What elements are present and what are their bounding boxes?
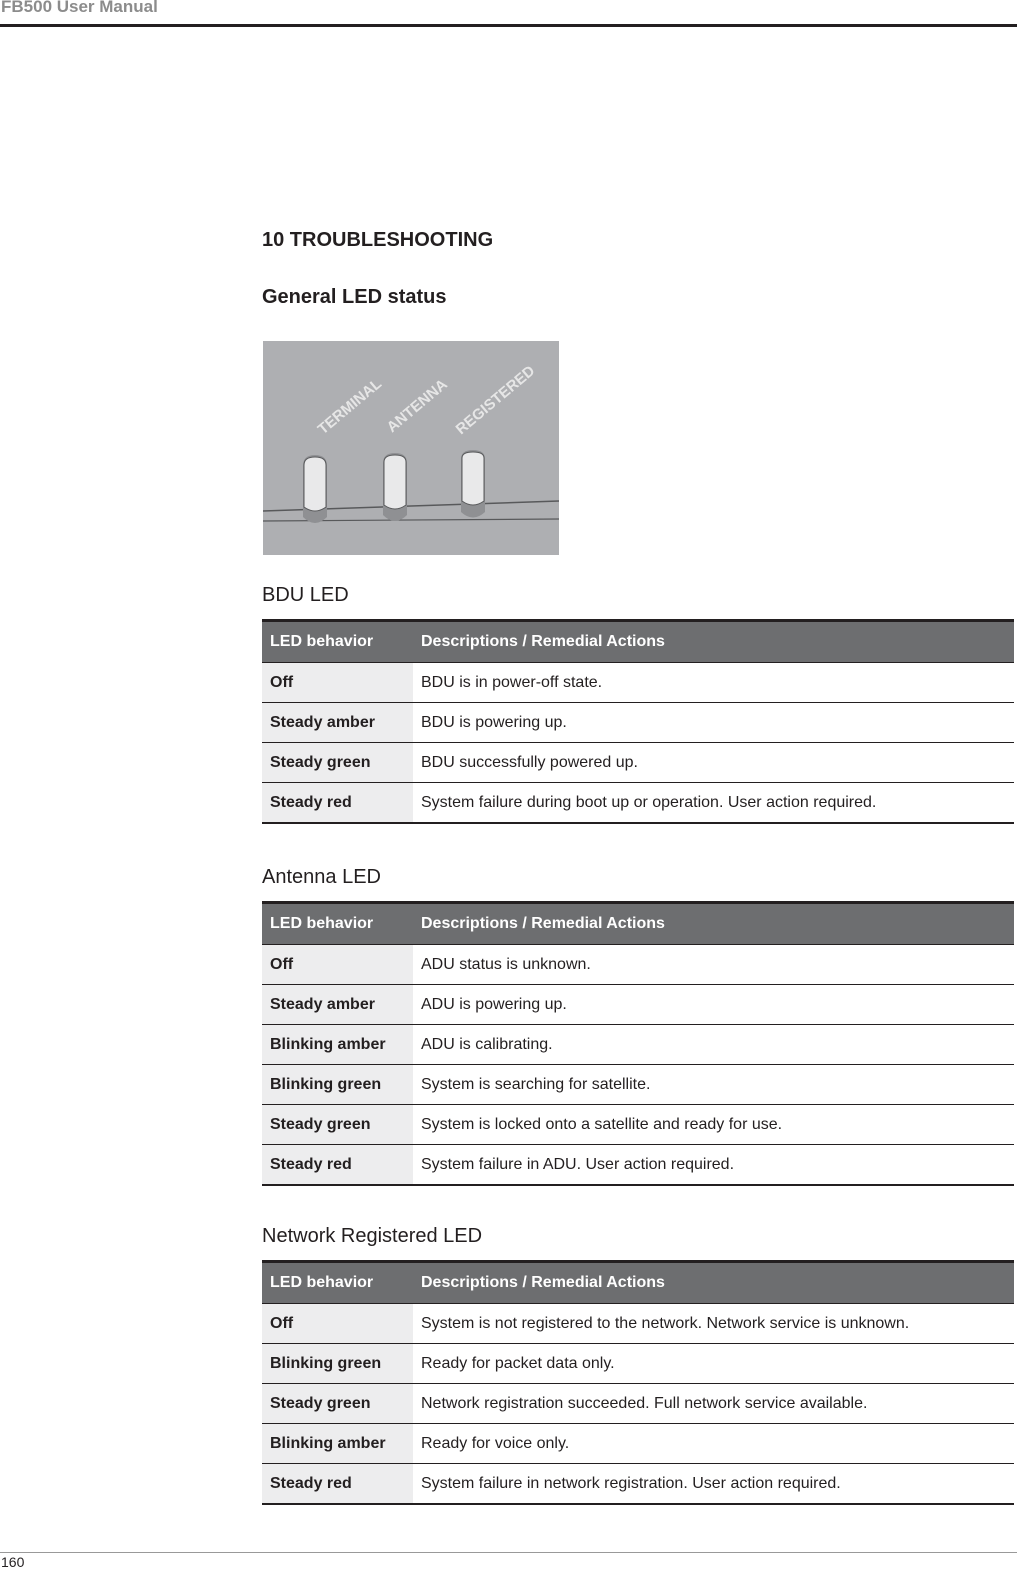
led-behavior-cell: Steady amber xyxy=(262,703,413,743)
led-behavior-cell: Blinking green xyxy=(262,1344,413,1384)
table-row xyxy=(262,1065,1014,1105)
table-row xyxy=(262,945,1014,985)
description-cell: System is searching for satellite. xyxy=(413,1065,1014,1105)
table-row xyxy=(262,663,1014,703)
led-behavior-cell: Off xyxy=(262,663,413,703)
description-cell: Ready for packet data only. xyxy=(413,1344,1014,1384)
terminal-label: TERMINAL xyxy=(314,375,385,439)
description-cell: System is not registered to the network. Network service is unknown. xyxy=(413,1304,1014,1344)
description-cell: System failure during boot up or operation. User action required. xyxy=(413,783,1014,824)
chapter-title: 10 TROUBLESHOOTING xyxy=(262,229,494,251)
table-row xyxy=(262,1145,1014,1186)
section-title: General LED status xyxy=(262,286,447,308)
table-header-row xyxy=(262,621,1014,663)
led-behavior-cell: Steady red xyxy=(262,783,413,824)
manual-title: FB500 User Manual xyxy=(1,0,158,16)
table-row xyxy=(262,1424,1014,1464)
led-behavior-cell: Steady green xyxy=(262,743,413,783)
table-row xyxy=(262,703,1014,743)
table-row xyxy=(262,1344,1014,1384)
registered-led xyxy=(461,450,485,518)
description-cell: ADU is calibrating. xyxy=(413,1025,1014,1065)
description-cell: Ready for voice only. xyxy=(413,1424,1014,1464)
table-header-row xyxy=(262,1262,1014,1304)
table-row xyxy=(262,1384,1014,1424)
led-behavior-cell: Blinking green xyxy=(262,1065,413,1105)
description-cell: BDU successfully powered up. xyxy=(413,743,1014,783)
description-cell: BDU is powering up. xyxy=(413,703,1014,743)
bdu-led-title: BDU LED xyxy=(262,584,349,606)
running-header xyxy=(0,0,1017,27)
registered-label: REGISTERED xyxy=(452,362,539,439)
column-header-led-behavior: LED behavior xyxy=(262,1262,413,1304)
antenna-led-table xyxy=(262,901,1014,1186)
terminal-led xyxy=(303,455,327,523)
table-row xyxy=(262,1105,1014,1145)
table-row xyxy=(262,783,1014,824)
page-number: 160 xyxy=(1,1554,25,1570)
network-registered-led-title: Network Registered LED xyxy=(262,1225,483,1247)
led-behavior-cell: Steady red xyxy=(262,1145,413,1186)
table-row xyxy=(262,743,1014,783)
led-behavior-cell: Steady green xyxy=(262,1105,413,1145)
description-cell: System is locked onto a satellite and ready for use. xyxy=(413,1105,1014,1145)
antenna-label: ANTENNA xyxy=(383,375,451,437)
column-header-led-behavior: LED behavior xyxy=(262,903,413,945)
led-behavior-cell: Off xyxy=(262,1304,413,1344)
network-registered-led-table xyxy=(262,1260,1014,1505)
table-row xyxy=(262,1025,1014,1065)
column-header-descriptions: Descriptions / Remedial Actions xyxy=(413,903,1014,945)
antenna-led xyxy=(383,453,407,521)
led-panel-figure xyxy=(263,341,559,555)
description-cell: System failure in network registration. User action required. xyxy=(413,1464,1014,1505)
table-row xyxy=(262,1304,1014,1344)
led-behavior-cell: Steady green xyxy=(262,1384,413,1424)
footer-rule xyxy=(0,1552,1017,1553)
led-behavior-cell: Blinking amber xyxy=(262,1424,413,1464)
led-behavior-cell: Off xyxy=(262,945,413,985)
led-behavior-cell: Steady red xyxy=(262,1464,413,1505)
column-header-descriptions: Descriptions / Remedial Actions xyxy=(413,1262,1014,1304)
description-cell: ADU status is unknown. xyxy=(413,945,1014,985)
antenna-led-title: Antenna LED xyxy=(262,866,381,888)
bdu-led-table xyxy=(262,619,1014,824)
description-cell: BDU is in power-off state. xyxy=(413,663,1014,703)
table-row xyxy=(262,1464,1014,1505)
led-behavior-cell: Blinking amber xyxy=(262,1025,413,1065)
led-behavior-cell: Steady amber xyxy=(262,985,413,1025)
description-cell: ADU is powering up. xyxy=(413,985,1014,1025)
description-cell: Network registration succeeded. Full network service available. xyxy=(413,1384,1014,1424)
column-header-led-behavior: LED behavior xyxy=(262,621,413,663)
column-header-descriptions: Descriptions / Remedial Actions xyxy=(413,621,1014,663)
table-row xyxy=(262,985,1014,1025)
table-header-row xyxy=(262,903,1014,945)
description-cell: System failure in ADU. User action required. xyxy=(413,1145,1014,1186)
